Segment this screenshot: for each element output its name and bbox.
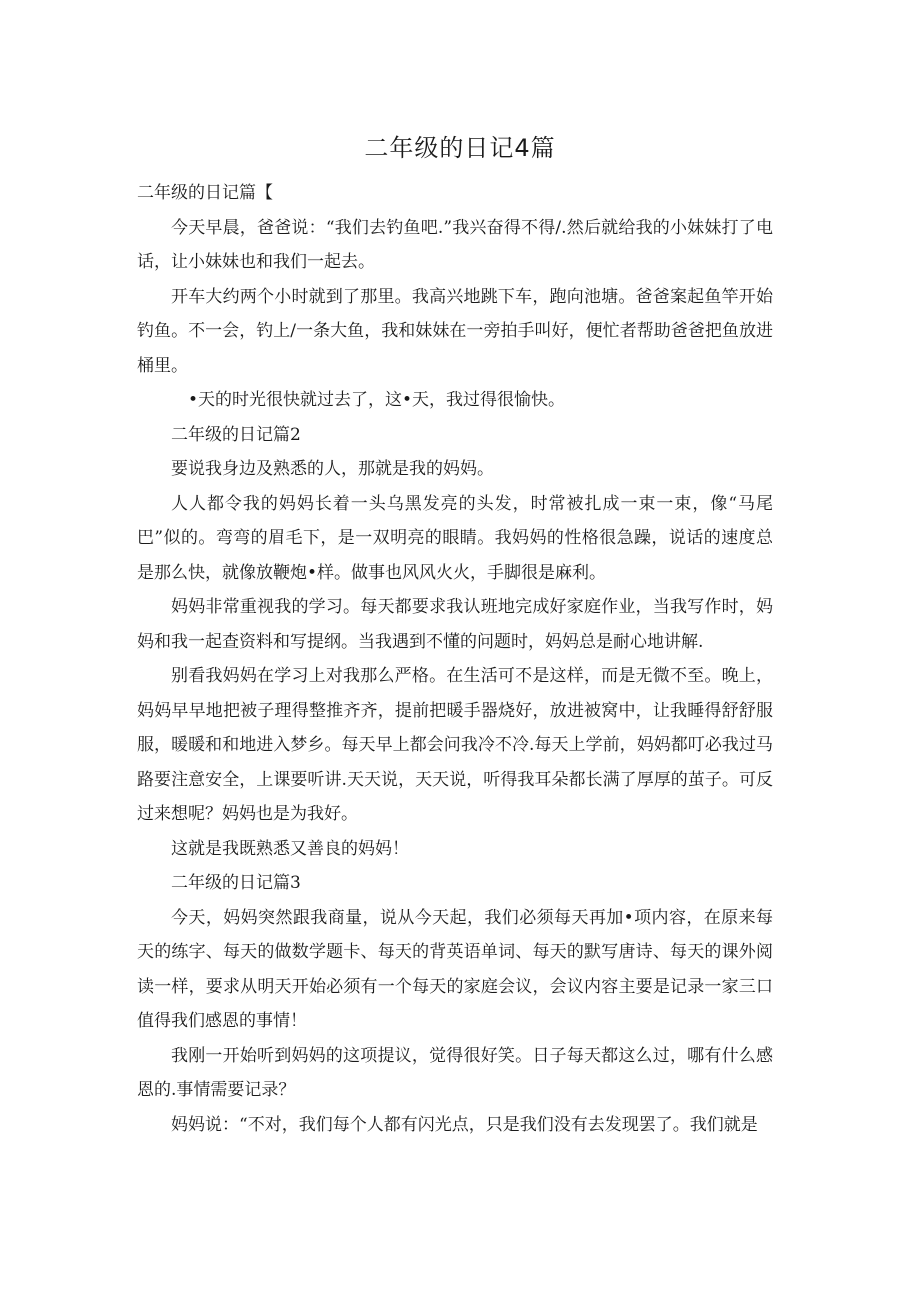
section-heading-1: 二年级的日记篇【 [137, 183, 273, 203]
paragraph: 我刚一开始听到妈妈的这项提议，觉得很好笑。日子每天都这么过，哪有什么感恩的.事情需要记录？ [137, 1045, 773, 1100]
document-body [137, 176, 773, 1142]
document-title: 二年级的日记4篇 [364, 134, 556, 162]
paragraph: 开车大约两个小时就到了那里。我高兴地跳下车，跑向池塘。爸爸案起鱼竿开始钓鱼。不一会，钓上/一条大鱼，我和妹妹在一旁拍手叫好，便忙者帮助爸爸把鱼放进桶里。 [137, 286, 773, 376]
paragraph: 人人都令我的妈妈长着一头乌黑发亮的头发，时常被扎成一束一束，像“马尾巴”似的。弯弯的眉毛下，是一双明亮的眼睛。我妈妈的性格很急躁，说话的速度总是那么快，就像放鞭炮•样。做事也风风火火，手脚很是麻利。 [137, 493, 773, 583]
paragraph: 别看我妈妈在学习上对我那么严格。在生活可不是这样，而是无微不至。晚上，妈妈早早地把被子理得整推齐齐，提前把暖手器烧好，放进被窝中，让我睡得舒舒服服，暖暖和和地进入梦乡。每天早上都会问我冷不冷.每天上学前，妈妈都叮必我过马路要注意安全，上课要听讲.天天说，天天说，听得我耳朵都长满了厚厚的茧子。可反过来想呢？妈妈也是为我好。 [137, 666, 773, 824]
paragraph: 今天，妈妈突然跟我商量，说从今天起，我们必须每天再加•项内容，在原来每天的练字、每天的做数学题卡、每天的背英语单词、每天的默写唐诗、每天的课外阅读一样，要求从明天开始必须有一个每天的家庭会议，会议内容主要是记录一家三口值得我们感恩的事情！ [137, 907, 773, 1031]
paragraph: •天的时光很快就过去了，这•天，我过得很愉快。 [188, 390, 566, 410]
paragraph: 妈妈非常重视我的学习。每天都要求我认班地完成好家庭作业，当我写作时，妈妈和我一起查资料和写提纲。当我遇到不懂的问题时，妈妈总是耐心地讲解. [137, 597, 773, 652]
paragraph: 这就是我既熟悉又善良的妈妈！ [171, 838, 409, 859]
paragraph: 妈妈说：“不对，我们每个人都有闪光点，只是我们没有去发现罢了。我们就是 [171, 1114, 758, 1135]
section-heading-2: 二年级的日记篇2 [171, 424, 301, 445]
paragraph: 要说我身边及熟悉的人，那就是我的妈妈。 [171, 459, 494, 479]
section-heading-3: 二年级的日记篇3 [171, 873, 301, 893]
paragraph: 今天早晨，爸爸说：“我们去钓鱼吧.”我兴奋得不得/.然后就给我的小妹妹打了电话，让小妹妹也和我们一起去。 [137, 217, 773, 272]
